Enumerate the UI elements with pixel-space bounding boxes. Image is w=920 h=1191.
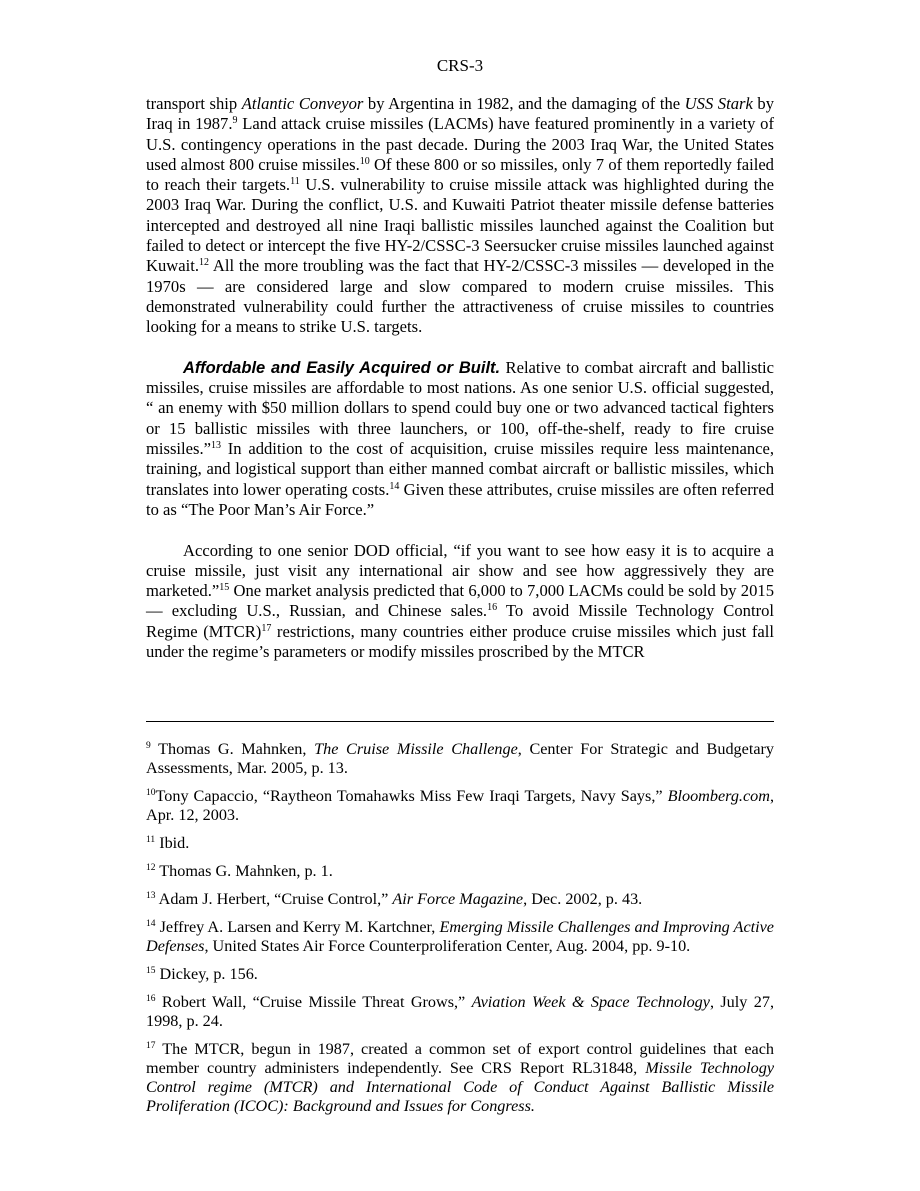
footnote-16 (146, 993, 774, 1031)
text-run: Land attack cruise missiles (LACMs) have featured prominently in a variety of U.S. contingency operations in the past decade. During the 2003 Iraq War, the United States used almost 800 cruise missiles. (146, 114, 774, 174)
footnote-ref[interactable]: 12 (199, 257, 209, 269)
footnote-13 (146, 890, 774, 909)
footnote-11 (146, 834, 774, 853)
footnote-title: Air Force Magazine (392, 890, 524, 908)
text-run: All the more troubling was the fact that HY-2/CSSC-3 missiles — developed in the 1970s — are considered large and slow compared to modern cruise missiles. This demonstrated vulnerability could further the attractiveness of cruise missiles to countries looking for a means to strike U.S. targets. (146, 256, 774, 337)
text-run: restrictions, many countries either produce cruise missiles which just fall under the regime’s parameters or modify missiles proscribed by the MTCR (146, 621, 774, 662)
footnote-text: Dickey, p. 156. (155, 965, 258, 983)
text-run: by Iraq in 1987. (146, 94, 774, 134)
footnote-text: Ibid. (155, 834, 190, 852)
text-run: One market analysis predicted that 6,000 to 7,000 LACMs could be sold by 2015 — excluding U.S., Russian, and Chinese sales. (146, 581, 774, 621)
footnote-9 (146, 740, 774, 778)
footnote-ref[interactable]: 10 (359, 155, 370, 167)
footnote-title: Bloomberg.com (667, 787, 770, 805)
footnote-12 (146, 862, 774, 881)
footnote-ref[interactable]: 17 (261, 622, 272, 634)
footnote-text: Jeffrey A. Larsen and Kerry M. Kartchner, (155, 918, 440, 936)
footnote-text: Robert Wall, “Cruise Missile Threat Grows,” (155, 993, 472, 1011)
text-run: In addition to the cost of acquisition, cruise missiles require less maintenance, training, and logistical support than either manned combat aircraft or ballistic missiles, which translates into lower operating costs. (146, 439, 774, 499)
footnote-title: The Cruise Missile Challenge (314, 740, 518, 758)
footnote-text: , July 27, 1998, p. 24. (146, 993, 774, 1030)
footnote-number: 9 (146, 741, 151, 751)
text-run: Of these 800 or so missiles, only 7 of them reportedly failed to reach their targets. (146, 154, 774, 195)
footnote-title: Missile Technology Control regime (MTCR) and International Code of Conduct Against Ballistic Missile Proliferation (ICOC): Background and Issues for Congress. (146, 1059, 775, 1115)
footnote-text: Adam J. Herbert, “Cruise Control,” (155, 890, 393, 908)
footnote-number: 10 (146, 788, 156, 798)
ship-name: USS Stark (684, 94, 753, 113)
footnote-15 (146, 965, 774, 984)
text-run: Given these attributes, cruise missiles are often referred to as “The Poor Man’s Air Force.” (146, 479, 774, 519)
footnote-number: 11 (146, 835, 156, 845)
footnote-text: Thomas G. Mahnken, (150, 740, 315, 758)
footnote-text: , Apr. 12, 2003. (146, 787, 774, 824)
footnote-10 (146, 787, 774, 825)
paragraph-2 (146, 358, 774, 520)
footnote-ref[interactable]: 13 (211, 440, 221, 452)
text-run: by Argentina in 1982, and the damaging of the (363, 94, 685, 113)
footnote-text: Thomas G. Mahnken, p. 1. (155, 862, 333, 880)
footnote-ref[interactable]: 14 (389, 480, 400, 492)
text-run: According to one senior DOD official, “if you want to see how easy it is to acquire a cruise missile, just visit any international air show and see how aggressively they are marketed.” (146, 540, 774, 601)
footnote-number: 16 (146, 994, 156, 1004)
footnote-divider (146, 721, 774, 722)
footnote-ref[interactable]: 11 (290, 176, 300, 188)
paragraph-1 (146, 94, 774, 338)
text-run: Relative to combat aircraft and ballistic missiles, cruise missiles are affordable to most nations. As one senior U.S. official suggested, “ an enemy with $50 million dollars to spend could buy one or two advanced tactical fighters or 15 ballistic missiles with three launchers, or 100, off-the-shelf, ready to fire cruise missiles.” (146, 357, 774, 459)
footnote-text: The MTCR, begun in 1987, created a common set of export control guidelines that each member country administers independently. See CRS Report RL31848, (146, 1040, 774, 1077)
footnote-17 (146, 1040, 774, 1116)
footnote-title: Emerging Missile Challenges and Improving Active Defenses (146, 918, 774, 955)
text-run: To avoid Missile Technology Control Regime (MTCR) (146, 601, 775, 641)
footnote-number: 15 (146, 966, 156, 976)
footnote-ref[interactable]: 9 (232, 115, 238, 127)
footnote-text: , Center For Strategic and Budgetary Assessments, Mar. 2005, p. 13. (146, 740, 774, 777)
footnote-number: 14 (146, 919, 156, 929)
footnote-ref[interactable]: 15 (219, 582, 230, 594)
text-run: transport ship (146, 94, 242, 113)
text-run: U.S. vulnerability to cruise missile attack was highlighted during the 2003 Iraq War. During the conflict, U.S. and Kuwaiti Patriot theater missile defense batteries intercepted and destroyed all nine Iraqi ballistic missiles launched against the Coalition but failed to detect or intercept the five HY-2/CSSC-3 Seersucker cruise missiles launched against Kuwait. (146, 175, 775, 276)
footnote-14 (146, 918, 774, 956)
footnote-number: 17 (146, 1041, 156, 1051)
footnote-text: , United States Air Force Counterproliferation Center, Aug. 2004, pp. 9-10. (204, 937, 691, 955)
paragraph-3 (146, 541, 774, 663)
footnote-text: , Dec. 2002, p. 43. (523, 890, 643, 908)
footnotes (146, 740, 774, 1125)
page-header: CRS-3 (436, 56, 484, 75)
footnote-number: 13 (146, 891, 156, 901)
footnote-text: Tony Capaccio, “Raytheon Tomahawks Miss Few Iraqi Targets, Navy Says,” (155, 787, 668, 805)
run-in-heading: Affordable and Easily Acquired or Built. (183, 358, 501, 377)
footnote-ref[interactable]: 16 (487, 602, 498, 614)
footnote-title: Aviation Week & Space Technology (471, 993, 710, 1011)
body-text (146, 94, 774, 662)
footnote-number: 12 (146, 863, 156, 873)
ship-name: Atlantic Conveyor (241, 94, 364, 113)
